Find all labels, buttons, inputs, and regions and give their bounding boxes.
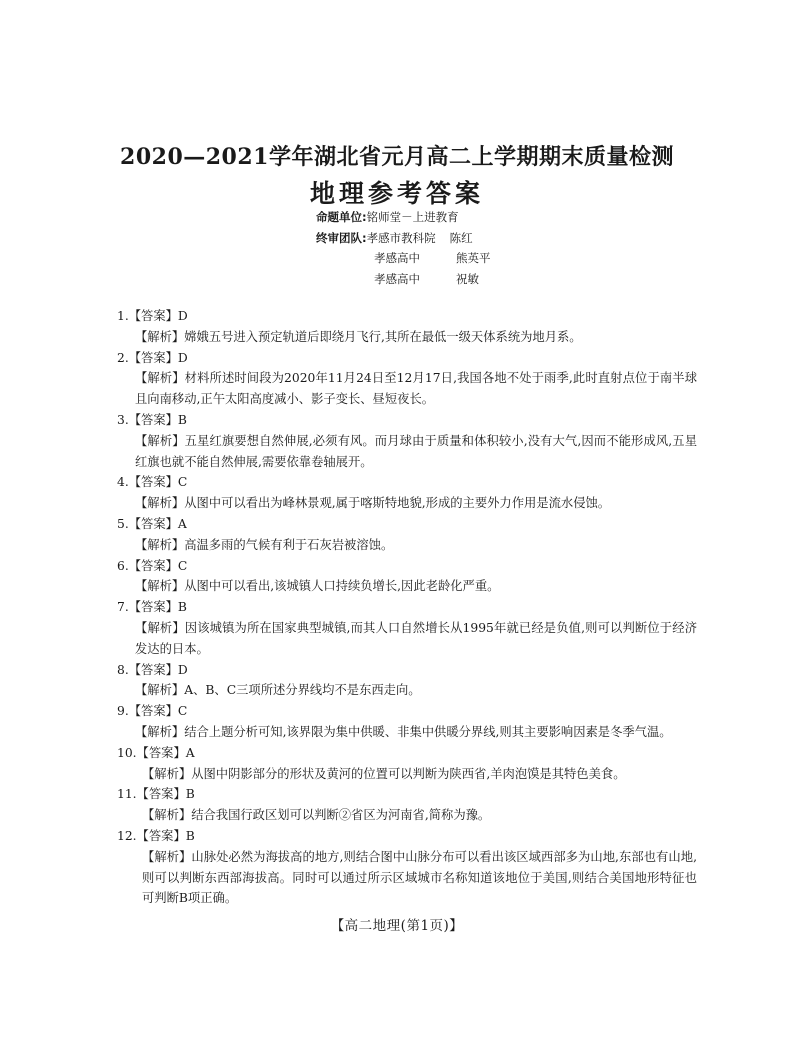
reviewer-row [316, 228, 491, 249]
review-label: 终审团队: [316, 230, 367, 245]
reviewer-school: 孝感高中 [374, 251, 420, 265]
answer-item [117, 743, 697, 785]
reviewer-row [316, 248, 491, 269]
reviewer-name: 祝敏 [456, 271, 479, 286]
answer-item [117, 410, 697, 472]
answer-explanation: 【解析】A、B、C三项所述分界线均不是东西走向。 [135, 683, 421, 698]
answer-explanation: 【解析】材料所述时间段为2020年11月24日至12月17日,我国各地不处于雨季,此时直射点位于南半球且向南移动,正午太阳高度减小、影子变长、昼短夜长。 [135, 371, 697, 407]
answer-key: 3.【答案】B [117, 412, 187, 427]
reviewer-school: 孝感市教科院 [366, 230, 436, 245]
answer-explanation: 【解析】结合上题分析可知,该界限为集中供暖、非集中供暖分界线,则其主要影响因素是冬季气温。 [135, 724, 672, 739]
proposer-row [316, 207, 491, 228]
reviewer-name: 熊英平 [456, 251, 491, 265]
document-title: 2020—2021学年湖北省元月高二上学期期末质量检测 [120, 144, 674, 170]
proposer-label: 命题单位: [316, 210, 367, 224]
answer-key: 5.【答案】A [117, 516, 187, 531]
reviewer-name: 陈红 [449, 230, 473, 245]
answer-explanation: 【解析】从图中阴影部分的形状及黄河的位置可以判断为陕西省,羊肉泡馍是其特色美食。 [142, 766, 626, 781]
answer-explanation: 【解析】山脉处必然为海拔高的地方,则结合图中山脉分布可以看出该区域西部多为山地,东部也有山地,则可以判断东西部海拔高。同时可以通过所示区域城市名称知道该地位于美国,则结合美国地形特征也可判断B项正确。 [142, 849, 697, 906]
answer-key: 6.【答案】C [117, 558, 188, 573]
answer-item [117, 597, 697, 659]
answer-key: 10.【答案】A [117, 745, 195, 760]
answer-key: 11.【答案】B [117, 787, 195, 802]
answer-item [117, 514, 697, 556]
answer-key: 9.【答案】C [117, 704, 188, 719]
answer-key: 7.【答案】B [117, 600, 187, 615]
answer-list [117, 306, 697, 909]
reviewer-row [316, 269, 491, 290]
answer-explanation: 【解析】因该城镇为所在国家典型城镇,而其人口自然增长从1995年就已经是负值,则可以判断位于经济发达的日本。 [135, 620, 697, 656]
answer-explanation: 【解析】五星红旗要想自然伸展,必须有风。而月球由于质量和体积较小,没有大气,因而不能形成风,五星红旗也就不能自然伸展,需要依靠卷轴展开。 [135, 433, 697, 469]
answer-key: 12.【答案】B [117, 828, 195, 843]
answer-explanation: 【解析】从图中可以看出为峰林景观,属于喀斯特地貌,形成的主要外力作用是流水侵蚀。 [135, 496, 611, 511]
answer-item [117, 556, 697, 598]
answer-explanation: 【解析】高温多雨的气候有利于石灰岩被溶蚀。 [135, 537, 394, 552]
answer-explanation: 【解析】从图中可以看出,该城镇人口持续负增长,因此老龄化严重。 [135, 579, 500, 594]
answer-item [117, 660, 697, 702]
answer-key: 8.【答案】D [117, 662, 188, 677]
page-footer: 【高二地理(第1页)】 [330, 918, 464, 934]
answer-item [117, 784, 697, 826]
answer-item [117, 472, 697, 514]
document-subtitle: 地理参考答案 [309, 179, 484, 208]
answer-key: 2.【答案】D [117, 350, 188, 365]
answer-item [117, 306, 697, 348]
authorship-block [316, 207, 491, 289]
answer-explanation: 【解析】结合我国行政区划可以判断②省区为河南省,简称为豫。 [142, 808, 491, 823]
answer-key: 1.【答案】D [117, 309, 188, 323]
answer-key: 4.【答案】C [117, 475, 188, 490]
answer-explanation: 【解析】嫦娥五号进入预定轨道后即绕月飞行,其所在最低一级天体系统为地月系。 [135, 329, 582, 344]
answer-item [117, 826, 697, 909]
reviewer-school: 孝感高中 [374, 271, 420, 286]
proposer-value: 铭师堂－上进教育 [366, 210, 459, 224]
answer-item [117, 348, 697, 410]
answer-item [117, 701, 697, 743]
